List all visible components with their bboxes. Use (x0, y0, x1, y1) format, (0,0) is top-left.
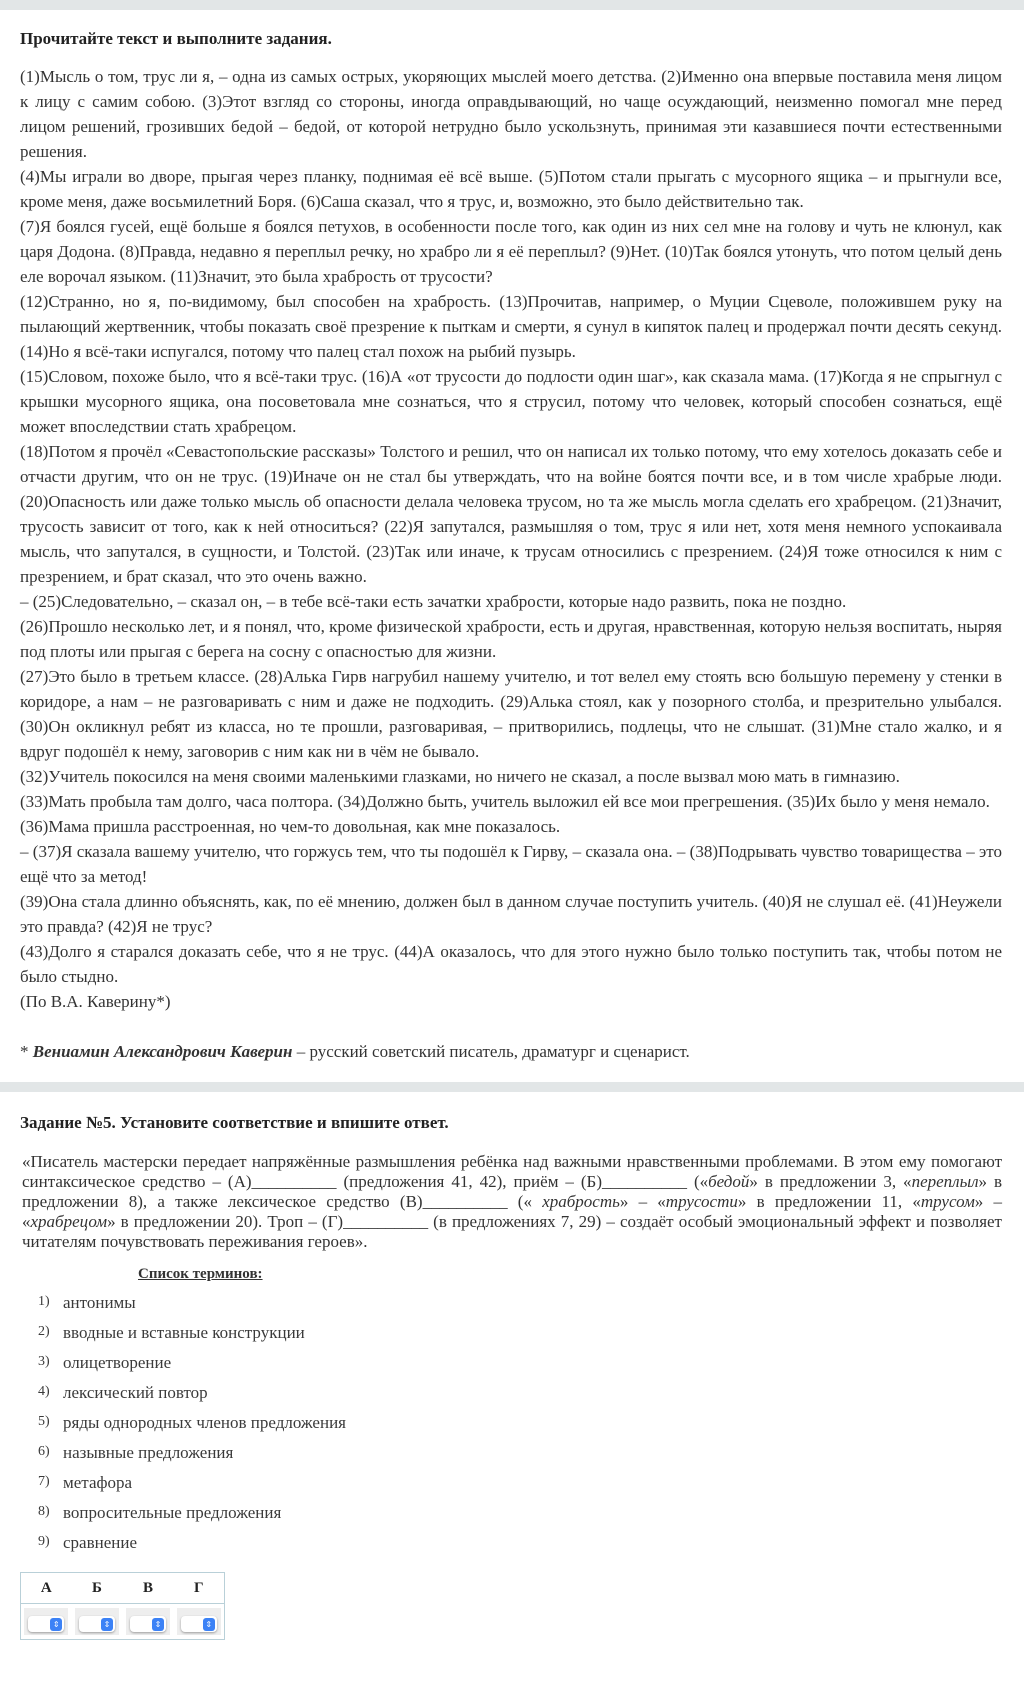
answer-select-wrapper (24, 1608, 68, 1635)
task-title: Задание №5. Установите соответствие и впишите ответ. (20, 1113, 449, 1132)
answer-header-g: Г (174, 1573, 225, 1604)
passage-paragraph: (36)Мама пришла расстроенная, но чем-то довольная, как мне показалось. (20, 817, 561, 836)
passage-paragraph: (32)Учитель покосился на меня своими маленькими глазками, но ничего не сказал, а после вызвал мою мать в гимназию. (20, 767, 900, 786)
answer-select-wrapper (75, 1608, 119, 1635)
passage-paragraph: (33)Мать пробыла там долго, часа полтора. (34)Должно быть, учитель выложил ей все мои прегрешения. (35)Их было у меня немало. (20, 792, 990, 811)
term-label: ряды однородных членов предложения (63, 1413, 346, 1432)
passage-paragraph: – (25)Следовательно, – сказал он, – в тебе всё-таки есть зачатки храбрости, которые надо развить, пока не поздно. (20, 592, 847, 611)
term-number: 7) (38, 1474, 50, 1489)
task-text-part: » в предложении 3, « (749, 1172, 912, 1191)
passage-source: (По В.А. Каверину*) (20, 992, 171, 1011)
reading-passage (20, 64, 1002, 1014)
answer-header-v: В (123, 1573, 174, 1604)
answer-table (20, 1572, 225, 1640)
task-text-part: «Писатель мастерски передает напряжённые размышления ребёнка над важными нравственными проблемами. В этом ему помогают синтаксическое средство – (А)__________ (предложения 41, 42), приём – (Б)__________ (« (22, 1152, 1002, 1191)
terms-heading: Список терминов: (138, 1266, 263, 1282)
passage-paragraph: (7)Я боялся гусей, ещё больше я боялся петухов, в особенности после того, как один из них сел мне на голову и чуть не клюнул, как царя Додона. (8)Правда, недавно я переплыл речку, но храбро ли я её переплыл? (9)Нет. (10)Так боялся утонуть, что потом целый день еле ворочал языком. (11)Значит, это была храбрость от трусости? (20, 217, 1002, 286)
term-number: 5) (38, 1414, 50, 1429)
task-text-part: » – « (22, 1192, 1003, 1231)
section-separator (0, 1082, 1024, 1092)
answer-select-g[interactable] (181, 1616, 217, 1632)
term-number: 9) (38, 1534, 50, 1549)
term-item (20, 1408, 1002, 1438)
footnote-description: – русский советский писатель, драматург и сценарист. (292, 1042, 690, 1061)
updown-chevron-icon: ⇕ (50, 1618, 62, 1631)
answer-header-b: Б (72, 1573, 123, 1604)
passage-paragraph: (26)Прошло несколько лет, и я понял, что, кроме физической храбрости, есть и другая, нравственная, которую нельзя воспитать, ныряя под плоты или прыгая с берега на сосну с опасностью для жизни. (20, 617, 1002, 661)
footnote-author-name: Вениамин Александрович Каверин (32, 1042, 293, 1061)
author-footnote (20, 1039, 1002, 1082)
passage-paragraph: (1)Мысль о том, трус ли я, – одна из самых острых, укоряющих мыслей моего детства. (2)Именно она впервые поставила меня лицом к лицу с самим собою. (3)Этот взгляд со стороны, иногда оправдывающий, но чаще осуждающий, неизменно помогал мне перед лицом решений, грозивших бедой – бедой, от которой нетрудно было ускользнуть, принимая эти казавшиеся почти естественными решения. (20, 67, 1002, 161)
task-example-word: трусом (920, 1192, 975, 1211)
term-label: олицетворение (63, 1353, 172, 1372)
term-item (20, 1288, 1002, 1318)
answer-cell (174, 1604, 225, 1640)
answer-select-wrapper (177, 1608, 221, 1635)
reading-section (0, 28, 1024, 1082)
terms-list (20, 1288, 1002, 1558)
task-example-word: переплыл (911, 1172, 979, 1191)
term-number: 8) (38, 1504, 50, 1519)
passage-paragraph: – (37)Я сказала вашему учителю, что горжусь тем, что ты подошёл к Гирву, – сказала она. – (38)Подрывать чувство товарищества – это ещё что за метод! (20, 842, 1002, 886)
updown-chevron-icon: ⇕ (203, 1618, 215, 1631)
passage-paragraph: (18)Потом я прочёл «Севастопольские рассказы» Толстого и решил, что он написал их только потому, что ему хотелось доказать себе и отчасти другим, что он не трус. (19)Иначе он не стал бы утверждать, что на войне боятся почти все, и в том числе храбрые люди. (20)Опасность или даже только мысль об опасности делала человека трусом, но та же мысль могла сделать его храбрецом. (21)Значит, трусость зависит от того, как к ней относиться? (22)Я запутался, размышляя о том, трус я или нет, хотя меня немного успокаивала мысль, что запутался, в сущности, и Толстой. (23)Так или иначе, к трусам относились с презрением. (24)Я тоже относился к ним с презрением, и брат сказал, что это очень важно. (20, 442, 1002, 586)
term-item (20, 1528, 1002, 1558)
task-text-part: » в предложении 20). Троп – (Г)__________ (в предложениях 7, 29) – создаёт особый эмоциональный эффект и позволяет читателям почувствовать переживания героев». (22, 1212, 1002, 1251)
answer-select-v[interactable] (130, 1616, 166, 1632)
reading-title: Прочитайте текст и выполните задания. (20, 29, 332, 48)
term-number: 1) (38, 1294, 50, 1309)
task-example-word: храбрость (542, 1192, 620, 1211)
task-example-word: храбрецом (30, 1212, 108, 1231)
passage-paragraph: (12)Странно, но я, по-видимому, был способен на храбрость. (13)Прочитав, например, о Муции Сцеволе, положившем руку на пылающий жертвенник, чтобы показать своё презрение к пыткам и смерти, я сунул в кипяток палец и продержал почти десять секунд. (14)Но я всё-таки испугался, потому что палец стал похож на рыбий пузырь. (20, 292, 1002, 361)
term-label: антонимы (63, 1293, 136, 1312)
task-example-word: бедой (708, 1172, 750, 1191)
task-text-part: » в предложении 8), а также лексическое средство (В)__________ (« (22, 1172, 1002, 1211)
term-label: сравнение (63, 1533, 138, 1552)
answer-select-a[interactable] (28, 1616, 64, 1632)
term-item (20, 1438, 1002, 1468)
answer-select-wrapper (126, 1608, 170, 1635)
answer-cell (72, 1604, 123, 1640)
answer-header-row (21, 1573, 225, 1604)
task-statement (20, 1152, 1002, 1252)
term-label: назывные предложения (63, 1443, 234, 1462)
passage-paragraph: (4)Мы играли во дворе, прыгая через планку, поднимая её всё выше. (5)Потом стали прыгать с мусорного ящика – и прыгнули все, кроме меня, даже восьмилетний Боря. (6)Саша сказал, что я трус, и, возможно, это было действительно так. (20, 167, 1002, 211)
term-item (20, 1468, 1002, 1498)
updown-chevron-icon: ⇕ (101, 1618, 113, 1631)
task-section (0, 1112, 1024, 1640)
term-number: 2) (38, 1324, 50, 1339)
answer-select-row (21, 1604, 225, 1640)
passage-paragraph: (27)Это было в третьем классе. (28)Алька Гирв нагрубил нашему учителю, и тот велел ему стоять всю большую перемену у стенки в коридоре, а нам – не разговаривать с ним и даже не подходить. (29)Алька стоял, как у позорного столба, и презрительно улыбался. (30)Он окликнул ребят из класса, но те прошли, разговаривая, – притворились, подлецы, что не слышат. (31)Мне стало жалко, и я вдруг подошёл к нему, заговорив с ним как ни в чём не бывало. (20, 667, 1002, 761)
term-item (20, 1318, 1002, 1348)
term-item (20, 1498, 1002, 1528)
term-number: 4) (38, 1384, 50, 1399)
passage-paragraph: (39)Она стала длинно объяснять, как, по её мнению, должен был в данном случае поступить учитель. (40)Я не слушал её. (41)Неужели это правда? (42)Я не трус? (20, 892, 1002, 936)
term-label: метафора (63, 1473, 133, 1492)
term-number: 6) (38, 1444, 50, 1459)
top-band (0, 0, 1024, 10)
term-label: вводные и вставные конструкции (63, 1323, 305, 1342)
passage-paragraph: (43)Долго я старался доказать себе, что я не трус. (44)А оказалось, что для этого нужно было только поступить так, чтобы потом не было стыдно. (20, 942, 1002, 986)
term-label: лексический повтор (63, 1383, 208, 1402)
updown-chevron-icon: ⇕ (152, 1618, 164, 1631)
answer-select-b[interactable] (79, 1616, 115, 1632)
task-example-word: трусости (665, 1192, 738, 1211)
passage-paragraph: (15)Словом, похоже было, что я всё-таки трус. (16)А «от трусости до подлости один шаг», как сказала мама. (17)Когда я не спрыгнул с крышки мусорного ящика, она посоветовала мне сознаться, что я струсил, потому что человек, который способен сознаться, ещё может впоследствии стать храбрецом. (20, 367, 1002, 436)
task-text-part: » в предложении 11, « (737, 1192, 921, 1211)
term-label: вопросительные предложения (63, 1503, 282, 1522)
answer-cell (123, 1604, 174, 1640)
footnote-mark: * (20, 1042, 33, 1061)
answer-cell (21, 1604, 72, 1640)
term-item (20, 1348, 1002, 1378)
task-text-part: » – « (619, 1192, 666, 1211)
answer-header-a: А (21, 1573, 72, 1604)
term-item (20, 1378, 1002, 1408)
term-number: 3) (38, 1354, 50, 1369)
